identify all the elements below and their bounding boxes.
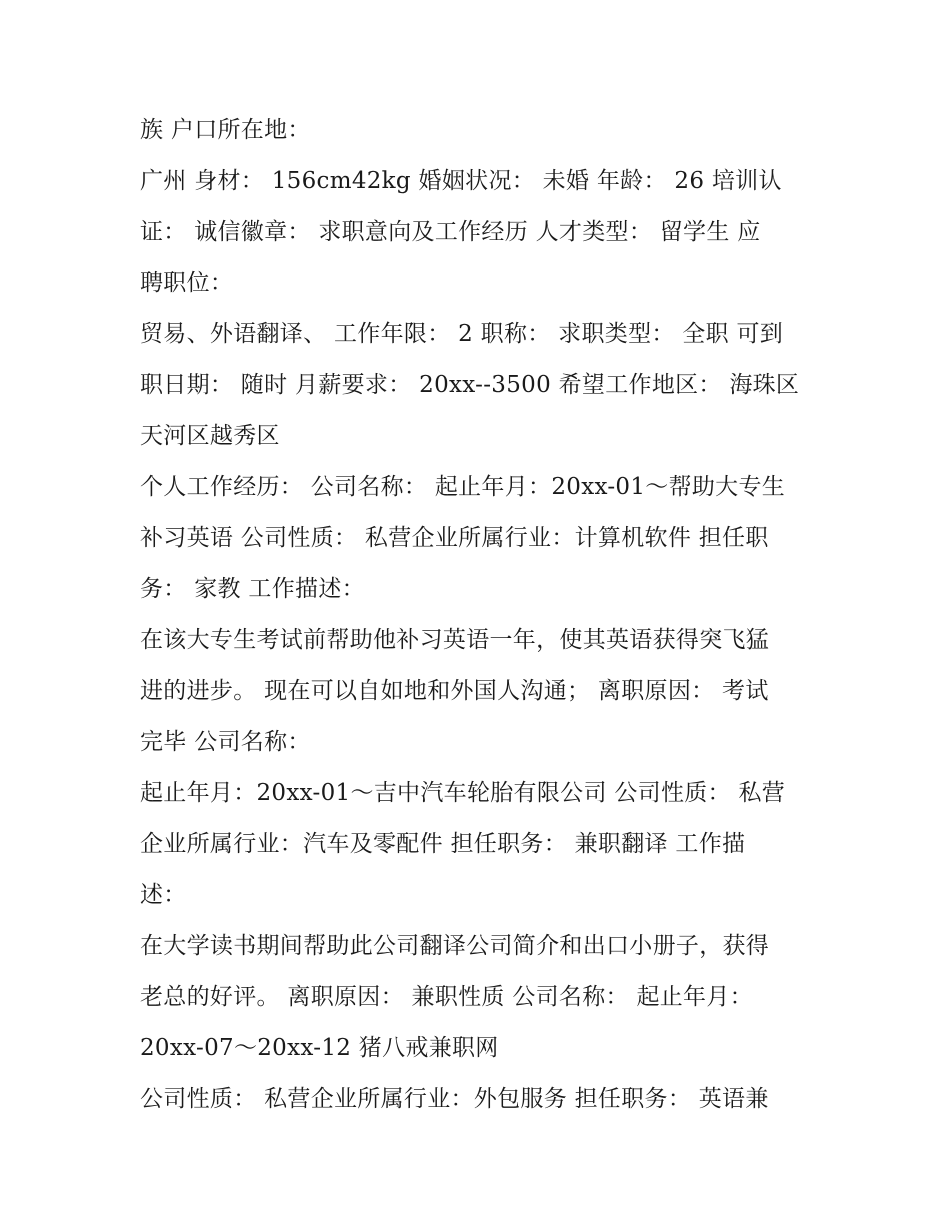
text-line: 述： [140,882,187,908]
text-line: 20xx-07～20xx-12 猪八戒兼职网 [140,1035,499,1061]
text-line: 务： 家教 工作描述： [140,576,365,602]
text-line: 完毕 公司名称： [140,729,311,755]
text-line: 补习英语 公司性质： 私营企业所属行业：计算机软件 担任职 [140,525,769,551]
text-line: 聘职位： [140,270,234,296]
text-line: 老总的好评。 离职原因： 兼职性质 公司名称： 起止年月： [140,984,753,1010]
text-line: 职日期： 随时 月薪要求： 20xx--3500 希望工作地区： 海珠区 [140,372,800,398]
document-body [140,105,820,1125]
text-line: 证： 诚信徽章： 求职意向及工作经历 人才类型： 留学生 应 [140,219,761,245]
text-line: 族 户口所在地： [140,117,311,143]
text-line: 起止年月：20xx-01～吉中汽车轮胎有限公司 公司性质： 私营 [140,780,786,806]
text-line: 个人工作经历： 公司名称： 起止年月：20xx-01～帮助大专生 [140,474,786,500]
text-line: 在该大专生考试前帮助他补习英语一年，使其英语获得突飞猛 [140,627,770,653]
text-line: 企业所属行业：汽车及零配件 担任职务： 兼职翻译 工作描 [140,831,746,857]
text-line: 公司性质： 私营企业所属行业：外包服务 担任职务： 英语兼 [140,1086,769,1112]
text-line: 天河区越秀区 [140,423,280,449]
text-line: 贸易、外语翻译、 工作年限： 2 职称： 求职类型： 全职 可到 [140,321,784,347]
text-line: 在大学读书期间帮助此公司翻译公司简介和出口小册子，获得 [140,933,770,959]
text-line: 进的进步。 现在可以自如地和外国人沟通； 离职原因： 考试 [140,678,769,704]
text-line: 广州 身材： 156cm42kg 婚姻状况： 未婚 年龄： 26 培训认 [140,168,782,194]
